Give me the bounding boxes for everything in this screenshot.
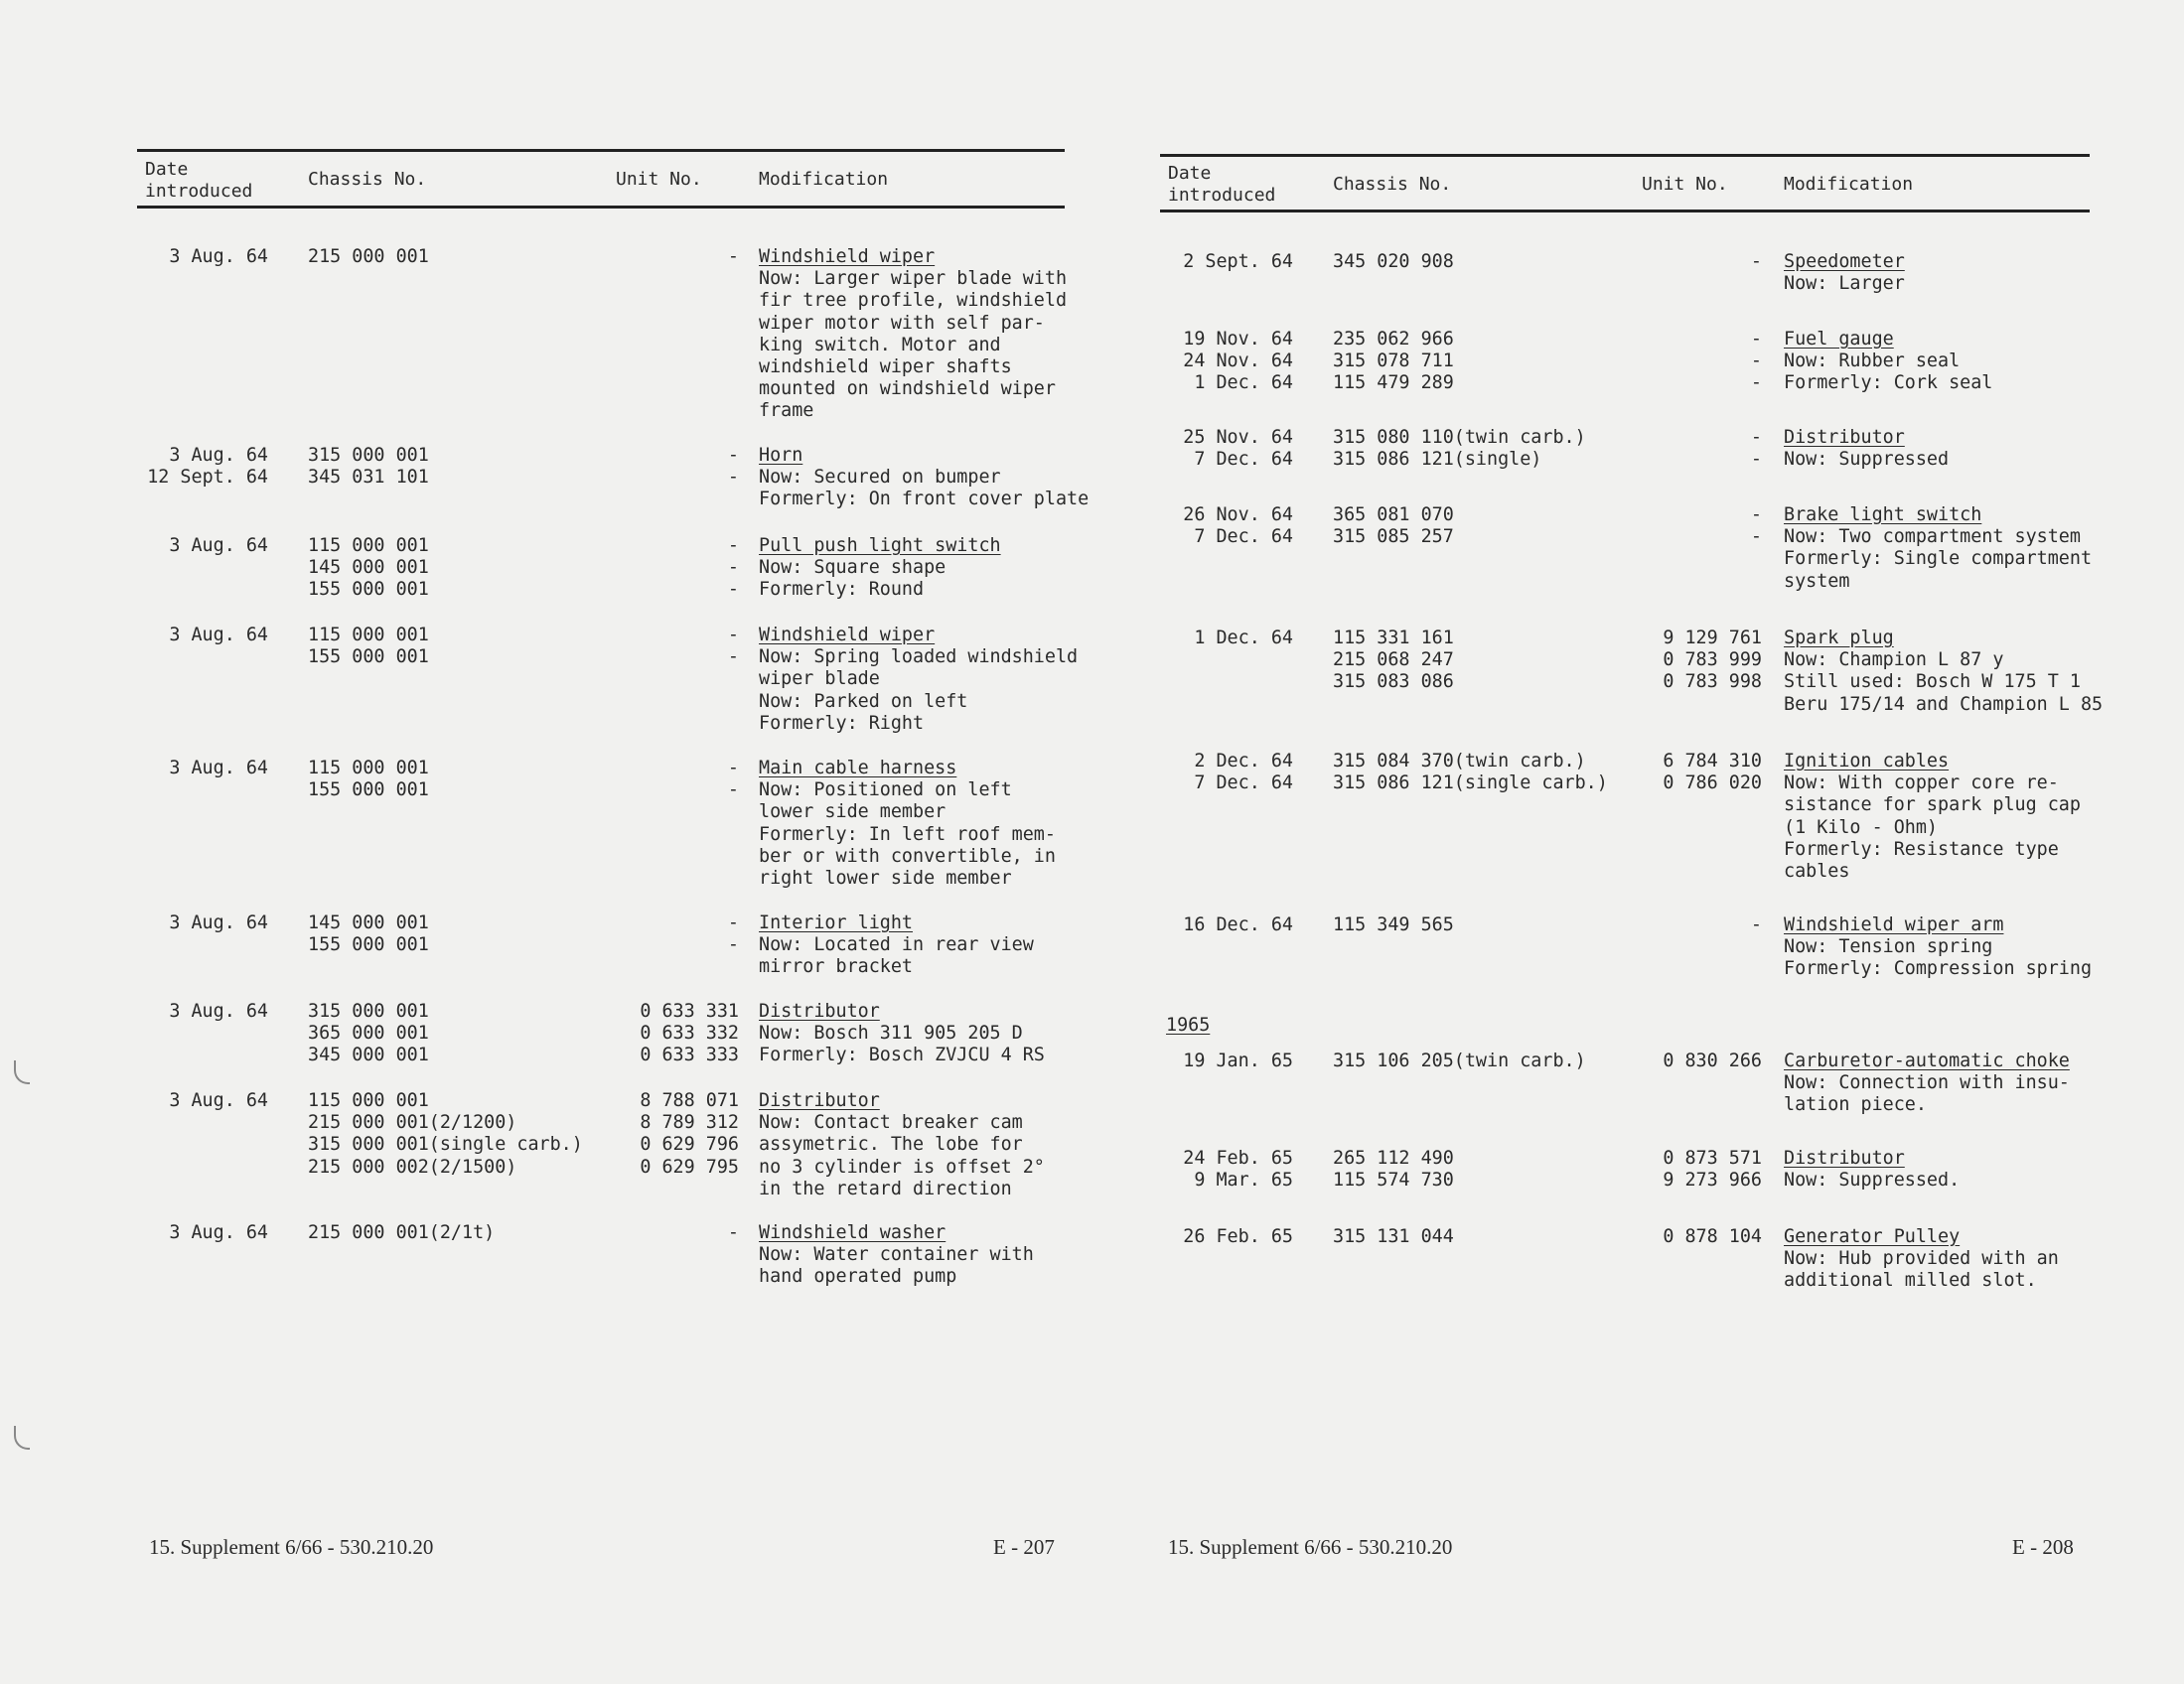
modification-text-line: Now: Contact breaker cam <box>759 1112 1023 1134</box>
unit-number-line: 0 633 332 <box>640 1023 739 1045</box>
chassis-number-line: 215 000 001 <box>308 246 429 267</box>
unit-number <box>501 912 739 956</box>
modification-text-line: Now: Secured on bumper <box>759 467 1001 489</box>
modification-title: Generator Pulley <box>1784 1226 1961 1247</box>
chassis-number-line: 115 000 001 <box>308 758 429 778</box>
modification-title: Distributor <box>759 1001 880 1022</box>
header-modification: Modification <box>759 169 889 190</box>
date-introduced-line: 12 Sept. 64 <box>147 467 268 489</box>
date-introduced-line: 24 Feb. 65 <box>1183 1148 1293 1169</box>
unit-number-line: - <box>727 557 739 579</box>
modification-text-line: Now: Located in rear view <box>759 934 1034 956</box>
header-top-rule <box>137 149 1065 152</box>
chassis-number <box>1333 251 1454 273</box>
unit-number-line: 0 878 104 <box>1663 1226 1762 1247</box>
date-introduced-line: 1 Dec. 64 <box>1194 372 1293 394</box>
chassis-number <box>308 625 429 668</box>
modification-text-line: in the retard direction <box>759 1178 1012 1199</box>
modification-description <box>1784 329 1992 395</box>
date-introduced <box>30 535 268 557</box>
date-introduced-line: 3 Aug. 64 <box>169 1090 268 1111</box>
modification-title: Interior light <box>759 912 914 933</box>
date-introduced-line: 3 Aug. 64 <box>169 246 268 267</box>
unit-number-line: - <box>727 758 739 778</box>
unit-number-line: - <box>727 625 739 645</box>
date-introduced <box>30 1001 268 1023</box>
chassis-number-line: 315 084 370(twin carb.) <box>1333 751 1586 772</box>
modification-text-line: Beru 175/14 and Champion L 85 <box>1784 693 2104 715</box>
chassis-number <box>1333 1148 1454 1192</box>
modification-title: Ignition cables <box>1784 751 1950 772</box>
modification-text-line: assymetric. The lobe for <box>759 1134 1023 1156</box>
header-unit: Unit No. <box>616 169 702 190</box>
chassis-number-line: 155 000 001 <box>308 934 429 956</box>
binder-mark <box>14 1426 30 1450</box>
date-introduced-line: 19 Jan. 65 <box>1183 1051 1293 1071</box>
modification-text-line: additional milled slot. <box>1784 1270 2037 1292</box>
modification-description <box>1784 1051 2070 1117</box>
modification-text-line: mounted on windshield wiper <box>759 378 1056 400</box>
date-introduced-line: 24 Nov. 64 <box>1183 351 1293 372</box>
modification-text-line: Formerly: Right <box>759 712 925 734</box>
modification-text-line: lower side member <box>759 801 946 823</box>
modification-description <box>1784 751 2081 883</box>
chassis-number <box>308 445 429 489</box>
modification-text-line: Now: With copper core re- <box>1784 772 2059 794</box>
unit-number-line: - <box>727 646 739 668</box>
chassis-number-line: 115 574 730 <box>1333 1170 1454 1192</box>
footer-page-number: E - 208 <box>2012 1535 2074 1559</box>
unit-number-line: - <box>1750 351 1762 372</box>
modification-title: Windshield wiper <box>759 246 936 267</box>
chassis-number <box>308 535 429 602</box>
date-introduced-line: 3 Aug. 64 <box>169 535 268 556</box>
modification-text-line: no 3 cylinder is offset 2° <box>759 1156 1045 1178</box>
chassis-number-line: 365 000 001 <box>308 1023 429 1045</box>
unit-number-line: 0 633 333 <box>640 1045 739 1066</box>
header-unit: Unit No. <box>1642 174 1728 195</box>
modification-text-line: ber or with convertible, in <box>759 845 1056 867</box>
chassis-number-line: 315 106 205(twin carb.) <box>1333 1051 1586 1071</box>
chassis-number <box>1333 504 1454 548</box>
chassis-number-line: 215 068 247 <box>1333 649 1454 671</box>
date-introduced <box>1055 1226 1293 1248</box>
date-introduced-line: 3 Aug. 64 <box>169 1222 268 1243</box>
modification-description <box>1784 914 2092 981</box>
modification-title: Carburetor-automatic choke <box>1784 1051 2070 1071</box>
unit-number <box>501 1090 739 1179</box>
modification-description <box>759 246 1067 423</box>
unit-number <box>1524 1148 1762 1192</box>
modification-text-line: Now: Square shape <box>759 557 946 579</box>
header-date: Date introduced <box>145 159 253 202</box>
unit-number-line: - <box>727 912 739 933</box>
unit-number-line: 0 786 020 <box>1663 772 1762 794</box>
modification-text-line: Formerly: In left roof mem- <box>759 823 1056 845</box>
unit-number-line: 0 783 998 <box>1663 671 1762 693</box>
modification-text-line: Now: Suppressed. <box>1784 1170 1961 1192</box>
chassis-number-line: 315 131 044 <box>1333 1226 1454 1247</box>
modification-description <box>759 912 1034 979</box>
unit-number-line: 0 629 795 <box>640 1156 739 1178</box>
chassis-number-line: 115 349 565 <box>1333 914 1454 935</box>
unit-number-line: - <box>727 779 739 801</box>
unit-number <box>1524 251 1762 273</box>
unit-number-line: - <box>1750 251 1762 272</box>
unit-number-line: 9 273 966 <box>1663 1170 1762 1192</box>
modification-text-line: right lower side member <box>759 868 1012 890</box>
year-heading: 1965 <box>1166 1015 1211 1036</box>
unit-number <box>501 625 739 668</box>
modification-text-line: Now: Larger wiper blade with <box>759 268 1068 290</box>
unit-number-line: - <box>727 467 739 489</box>
date-introduced-line: 3 Aug. 64 <box>169 1001 268 1022</box>
modification-text-line: Now: Champion L 87 y <box>1784 649 2004 671</box>
modification-text-line: hand operated pump <box>759 1266 957 1288</box>
chassis-number-line: 145 000 001 <box>308 557 429 579</box>
date-introduced <box>1055 1051 1293 1072</box>
date-introduced-line: 7 Dec. 64 <box>1194 449 1293 471</box>
date-introduced <box>30 912 268 934</box>
chassis-number <box>308 246 429 268</box>
modification-description <box>759 535 1001 602</box>
date-introduced-line: 2 Dec. 64 <box>1194 751 1293 772</box>
date-introduced-line: 3 Aug. 64 <box>169 625 268 645</box>
unit-number-line: - <box>727 1222 739 1243</box>
modification-text-line: wiper motor with self par- <box>759 312 1045 334</box>
unit-number <box>1524 628 1762 694</box>
unit-number <box>501 246 739 268</box>
modification-text-line: (1 Kilo - Ohm) <box>1784 816 1939 838</box>
modification-text-line: windshield wiper shafts <box>759 356 1012 378</box>
date-introduced-line: 26 Nov. 64 <box>1183 504 1293 525</box>
date-introduced-line: 9 Mar. 65 <box>1194 1170 1293 1192</box>
unit-number-line: - <box>727 535 739 556</box>
modification-text-line: Now: Positioned on left <box>759 779 1012 801</box>
chassis-number-line: 345 031 101 <box>308 467 429 489</box>
date-introduced <box>30 246 268 268</box>
chassis-number-line: 345 000 001 <box>308 1045 429 1066</box>
unit-number-line: 8 789 312 <box>640 1112 739 1134</box>
modification-text-line: Now: Parked on left <box>759 690 968 712</box>
modification-description <box>759 1222 1034 1289</box>
modification-text-line: Now: Spring loaded windshield <box>759 646 1079 668</box>
unit-number-line: - <box>1750 329 1762 350</box>
chassis-number-line: 115 000 001 <box>308 1090 429 1111</box>
date-introduced-line: 3 Aug. 64 <box>169 445 268 466</box>
chassis-number-line: 315 083 086 <box>1333 671 1454 693</box>
date-introduced-line: 1 Dec. 64 <box>1194 628 1293 648</box>
modification-text-line: Now: Larger <box>1784 273 1905 295</box>
unit-number <box>1524 914 1762 936</box>
unit-number-line: - <box>1750 504 1762 525</box>
chassis-number-line: 315 000 001 <box>308 445 429 466</box>
header-modification: Modification <box>1784 174 1914 195</box>
modification-title: Horn <box>759 445 803 466</box>
modification-text-line: Formerly: Resistance type <box>1784 838 2059 860</box>
unit-number-line: - <box>1750 526 1762 548</box>
chassis-number-line: 315 000 001 <box>308 1001 429 1022</box>
unit-number <box>1524 504 1762 548</box>
modification-text-line: system <box>1784 570 1850 592</box>
date-introduced <box>1055 329 1293 395</box>
date-introduced-line: 3 Aug. 64 <box>169 758 268 778</box>
modification-text-line: Formerly: Compression spring <box>1784 958 2093 980</box>
modification-description <box>759 625 1078 735</box>
unit-number-line: 6 784 310 <box>1663 751 1762 772</box>
modification-title: Fuel gauge <box>1784 329 1894 350</box>
date-introduced <box>1055 251 1293 273</box>
chassis-number <box>308 912 429 956</box>
date-introduced <box>1055 628 1293 649</box>
chassis-number <box>308 1222 495 1244</box>
modification-description <box>759 445 1089 511</box>
modification-text-line: Still used: Bosch W 175 T 1 <box>1784 671 2081 693</box>
chassis-number <box>1333 628 1454 694</box>
chassis-number-line: 315 085 257 <box>1333 526 1454 548</box>
modification-text-line: Now: Hub provided with an <box>1784 1248 2059 1270</box>
chassis-number-line: 315 078 711 <box>1333 351 1454 372</box>
unit-number-line: - <box>727 579 739 601</box>
binder-mark <box>14 1060 30 1084</box>
unit-number <box>1524 1226 1762 1248</box>
modification-text-line: frame <box>759 400 814 422</box>
date-introduced <box>30 625 268 646</box>
header-date: Date introduced <box>1168 163 1276 206</box>
chassis-number-line: 115 331 161 <box>1333 628 1454 648</box>
chassis-number <box>1333 914 1454 936</box>
unit-number-line: 0 629 796 <box>640 1134 739 1156</box>
modification-description <box>1784 427 1949 471</box>
modification-title: Windshield wiper arm <box>1784 914 2004 935</box>
left-page <box>137 0 1090 1684</box>
footer-supplement: 15. Supplement 6/66 - 530.210.20 <box>149 1535 434 1559</box>
modification-text-line: Formerly: Bosch ZVJCU 4 RS <box>759 1045 1045 1066</box>
modification-text-line: Formerly: Single compartment <box>1784 548 2093 570</box>
date-introduced <box>30 1090 268 1112</box>
chassis-number-line: 155 000 001 <box>308 779 429 801</box>
modification-title: Speedometer <box>1784 251 1905 272</box>
modification-text-line: fir tree profile, windshield <box>759 290 1068 312</box>
chassis-number-line: 315 086 121(single carb.) <box>1333 772 1608 794</box>
modification-text-line: lation piece. <box>1784 1094 1927 1116</box>
chassis-number-line: 115 479 289 <box>1333 372 1454 394</box>
date-introduced-line: 25 Nov. 64 <box>1183 427 1293 448</box>
header-chassis: Chassis No. <box>308 169 427 190</box>
unit-number-line: - <box>727 445 739 466</box>
date-introduced-line: 16 Dec. 64 <box>1183 914 1293 935</box>
chassis-number-line: 115 000 001 <box>308 535 429 556</box>
modification-text-line: Now: Bosch 311 905 205 D <box>759 1023 1023 1045</box>
modification-description <box>1784 628 2103 716</box>
date-introduced-line: 19 Nov. 64 <box>1183 329 1293 350</box>
modification-description <box>1784 504 2092 593</box>
date-introduced <box>1055 427 1293 471</box>
modification-description <box>1784 1148 1960 1192</box>
modification-text-line: sistance for spark plug cap <box>1784 794 2081 816</box>
unit-number-line: - <box>1750 914 1762 935</box>
chassis-number-line: 155 000 001 <box>308 646 429 668</box>
modification-text-line: Now: Suppressed <box>1784 449 1950 471</box>
modification-text-line: wiper blade <box>759 668 880 690</box>
date-introduced-line: 2 Sept. 64 <box>1183 251 1293 272</box>
modification-text-line: cables <box>1784 861 1850 883</box>
modification-text-line: Now: Rubber seal <box>1784 351 1961 372</box>
chassis-number-line: 115 000 001 <box>308 625 429 645</box>
modification-description <box>759 1090 1045 1200</box>
modification-title: Distributor <box>1784 1148 1905 1169</box>
unit-number <box>1524 751 1762 794</box>
unit-number-line: - <box>1750 449 1762 471</box>
chassis-number-line: 265 112 490 <box>1333 1148 1454 1169</box>
modification-text-line: Now: Connection with insu- <box>1784 1072 2070 1094</box>
chassis-number <box>1333 1226 1454 1248</box>
chassis-number-line: 365 081 070 <box>1333 504 1454 525</box>
modification-text-line: Formerly: Cork seal <box>1784 372 1993 394</box>
chassis-number-line: 315 086 121(single) <box>1333 449 1542 471</box>
unit-number-line: - <box>1750 372 1762 394</box>
chassis-number-line: 315 000 001(single carb.) <box>308 1134 583 1156</box>
chassis-number-line: 215 000 002(2/1500) <box>308 1156 517 1178</box>
footer-page-number: E - 207 <box>993 1535 1055 1559</box>
date-introduced <box>1055 914 1293 936</box>
unit-number-line: - <box>1750 427 1762 448</box>
date-introduced <box>30 445 268 489</box>
unit-number-line: - <box>727 934 739 956</box>
chassis-number-line: 235 062 966 <box>1333 329 1454 350</box>
modification-description <box>759 1001 1045 1067</box>
modification-text-line: Formerly: Round <box>759 579 925 601</box>
header-top-rule <box>1160 154 2090 157</box>
modification-title: Brake light switch <box>1784 504 1982 525</box>
modification-text-line: Now: Water container with <box>759 1244 1034 1266</box>
header-chassis: Chassis No. <box>1333 174 1452 195</box>
modification-title: Distributor <box>1784 427 1905 448</box>
chassis-number-line: 145 000 001 <box>308 912 429 933</box>
right-page <box>1160 0 2104 1684</box>
modification-description <box>1784 1226 2059 1293</box>
modification-text-line: king switch. Motor and <box>759 334 1001 355</box>
modification-text-line: Formerly: On front cover plate <box>759 489 1090 510</box>
unit-number <box>1524 1051 1762 1072</box>
unit-number <box>1524 329 1762 395</box>
header-bottom-rule <box>137 206 1065 209</box>
date-introduced <box>1055 1148 1293 1192</box>
footer-supplement: 15. Supplement 6/66 - 530.210.20 <box>1168 1535 1453 1559</box>
chassis-number-line: 215 000 001(2/1200) <box>308 1112 517 1134</box>
modification-title: Distributor <box>759 1090 880 1111</box>
chassis-number <box>1333 329 1454 395</box>
date-introduced <box>1055 504 1293 548</box>
unit-number-line: - <box>727 246 739 267</box>
unit-number-line: 0 783 999 <box>1663 649 1762 671</box>
unit-number <box>501 535 739 602</box>
unit-number <box>501 1222 739 1244</box>
unit-number <box>501 1001 739 1067</box>
date-introduced-line: 7 Dec. 64 <box>1194 772 1293 794</box>
modification-description <box>1784 251 1905 295</box>
unit-number <box>1524 427 1762 471</box>
header-bottom-rule <box>1160 210 2090 212</box>
chassis-number-line: 215 000 001(2/1t) <box>308 1222 496 1243</box>
modification-text-line: Now: Tension spring <box>1784 936 1993 958</box>
unit-number-line: 9 129 761 <box>1663 628 1762 648</box>
date-introduced <box>1055 751 1293 794</box>
modification-title: Windshield wiper <box>759 625 936 645</box>
date-introduced <box>30 1222 268 1244</box>
chassis-number-line: 345 020 908 <box>1333 251 1454 272</box>
unit-number-line: 0 873 571 <box>1663 1148 1762 1169</box>
chassis-number <box>308 1001 429 1067</box>
date-introduced-line: 26 Feb. 65 <box>1183 1226 1293 1247</box>
modification-text-line: mirror bracket <box>759 956 914 978</box>
modification-title: Windshield washer <box>759 1222 946 1243</box>
date-introduced <box>30 758 268 779</box>
date-introduced-line: 7 Dec. 64 <box>1194 526 1293 548</box>
unit-number-line: 8 788 071 <box>640 1090 739 1111</box>
unit-number-line: 0 830 266 <box>1663 1051 1762 1071</box>
modification-description <box>759 758 1056 890</box>
modification-title: Pull push light switch <box>759 535 1001 556</box>
chassis-number <box>308 758 429 801</box>
date-introduced-line: 3 Aug. 64 <box>169 912 268 933</box>
unit-number <box>501 445 739 489</box>
modification-title: Main cable harness <box>759 758 957 778</box>
modification-title: Spark plug <box>1784 628 1894 648</box>
modification-text-line: Now: Two compartment system <box>1784 526 2081 548</box>
unit-number <box>501 758 739 801</box>
chassis-number-line: 155 000 001 <box>308 579 429 601</box>
chassis-number-line: 315 080 110(twin carb.) <box>1333 427 1586 448</box>
unit-number-line: 0 633 331 <box>640 1001 739 1022</box>
